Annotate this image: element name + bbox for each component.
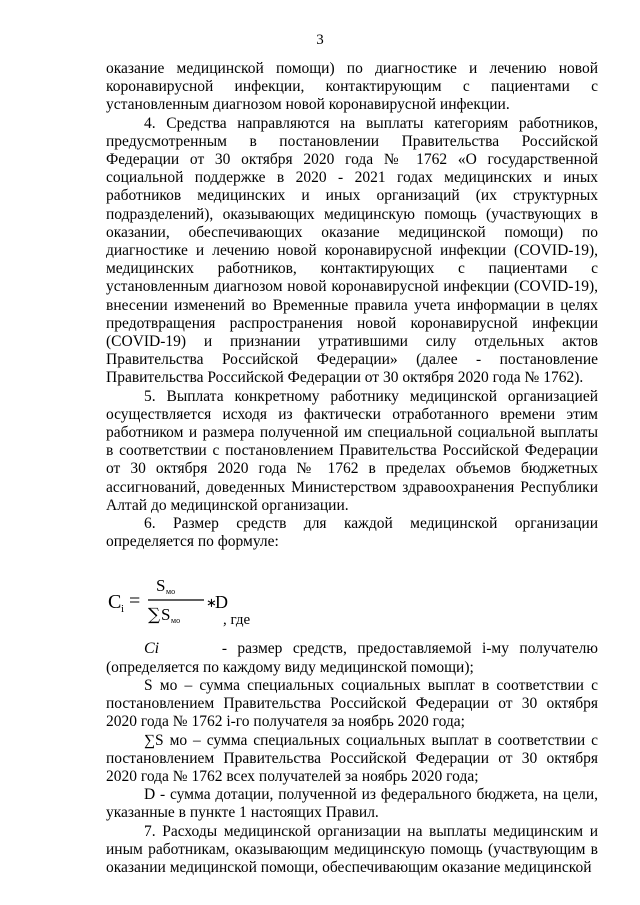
formula-tail: , где [223, 612, 251, 629]
ci-definition [106, 640, 598, 676]
formula-denominator-sub: мо [171, 616, 181, 626]
paragraph-7: 7. Расходы медицинской организации на выплаты медицинским и иным работникам, оказывающим медицинскую помощь (участвующим в оказании медицинской помощи, обеспечивающим оказание медицинской [106, 822, 598, 876]
formula-factor: D [215, 592, 228, 613]
paragraph-continuation: оказание медицинской помощи) по диагностике и лечению новой коронавирусной инфекции, контактирующим с пациентами с установленным диагнозом новой коронавирусной инфекции. [106, 60, 598, 114]
formula [106, 572, 598, 630]
formula-times: ∗ [206, 596, 217, 612]
paragraph-5: 5. Выплата конкретному работнику медицинской организацией осуществляется исходя из фактически отработанного времени этим работником и размера полученной им специальной социальной выплаты в соответствии с постановлением Правительства Российской Федерации от 30 октября 2020 года № 1762 в пределах объемов бюджетных ассигнований, доведенных Министерством здравоохранения Республики Алтай до медицинской организации. [106, 387, 598, 514]
formula-numerator: S [156, 576, 166, 596]
sum-smo-definition: ∑S мо – сумма специальных социальных выплат в соответствии с постановлением Правительства Российской Федерации от 30 октября 2020 года № 1762 всех получателей за ноябрь 2020 года; [106, 731, 598, 785]
document-body [106, 60, 598, 877]
smo-definition: S мо – сумма специальных социальных выплат в соответствии с постановлением Правительства Российской Федерации от 30 октября 2020 года № 1762 i-го получателя за ноябрь 2020 года; [106, 676, 598, 731]
formula-sum-sign: ∑ [148, 605, 161, 626]
formula-denominator: S [161, 605, 171, 625]
ci-symbol: Ci [144, 640, 160, 658]
paragraph-6: 6. Размер средств для каждой медицинской организации определяется по формуле: [106, 515, 598, 551]
page-number: 3 [316, 32, 324, 48]
formula-lhs: C [108, 591, 122, 614]
formula-numerator-sub: мо [166, 587, 176, 597]
paragraph-4: 4. Средства направляются на выплаты категориям работников, предусмотренным в постановлении Правительства Российской Федерации от 30 октября 2020 года № 1762 «О государственной социальной поддержке в 2020 - 2021 годах медицинских и иных работников медицинских и иных организаций (их структурных подразделений), оказывающих медицинскую помощь (участвующих в оказании, обеспечивающих оказание медицинской помощи) по диагностике и лечению новой коронавирусной инфекции (COVID-19), медицинских работников, контактирующих с пациентами с установленным диагнозом новой коронавирусной инфекции (COVID-19), внесении изменений во Временные правила учета информации в целях предотвращения распространения новой коронавирусной инфекции (COVID-19) и признании утратившими силу отдельных актов Правительства Российской Федерации» (далее - постановление Правительства Российской Федерации от 30 октября 2020 года № 1762). [106, 114, 598, 387]
ci-definition-text: - размер средств, предоставляемой i-му получателю (определяется по каждому виду медицинской помощи); [106, 640, 598, 676]
d-definition: D - сумма дотации, полученной из федерального бюджета, на цели, указанные в пункте 1 настоящих Правил. [106, 786, 598, 822]
formula-equals: = [129, 590, 141, 613]
formula-lhs-sub: i [121, 603, 125, 616]
